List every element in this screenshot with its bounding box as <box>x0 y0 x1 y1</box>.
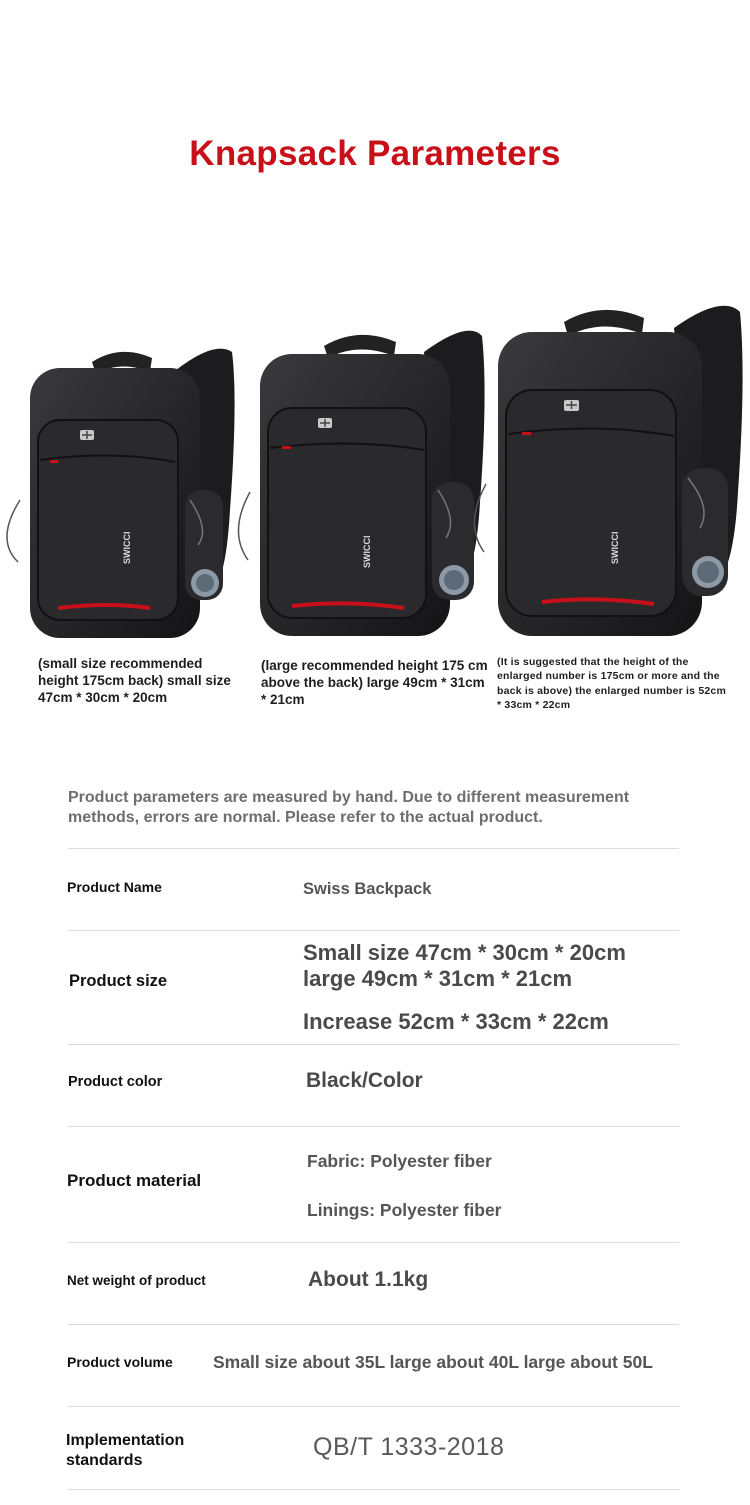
spec-value-name: Swiss Backpack <box>303 880 432 898</box>
divider <box>68 930 679 931</box>
bag-logo-text: SWICCI <box>610 531 620 564</box>
spec-label-material: Product material <box>67 1171 202 1190</box>
spec-value-fabric: Fabric: Polyester fiber <box>307 1151 492 1171</box>
spec-value-volume: Small size about 35L large about 40L large about 50L <box>213 1352 653 1372</box>
caption-large: (large recommended height 175 cm above the back) large 49cm * 31cm * 21cm <box>261 658 488 707</box>
divider <box>68 1489 679 1490</box>
backpack-enlarged-image <box>468 296 750 640</box>
spec-value-lining: Linings: Polyester fiber <box>307 1200 502 1220</box>
caption-small: (small size recommended height 175cm back) small size 47cm * 30cm * 20cm <box>38 656 231 705</box>
backpack-large-image <box>232 322 494 640</box>
spec-label-size: Product size <box>69 972 168 990</box>
page-title: Knapsack Parameters <box>189 134 561 173</box>
bag-logo-text: SWICCI <box>122 531 132 564</box>
spec-label-weight: Net weight of product <box>67 1273 206 1288</box>
divider <box>68 1406 679 1407</box>
divider <box>68 1126 679 1127</box>
divider <box>68 848 679 849</box>
bag-logo-text: SWICCI <box>362 535 372 568</box>
spec-label-standard-line1: Implementation <box>66 1432 185 1449</box>
spec-label-standard-line2: standards <box>66 1452 143 1469</box>
spec-value-weight: About 1.1kg <box>308 1268 429 1291</box>
divider <box>68 1242 679 1243</box>
spec-value-standard: QB/T 1333-2018 <box>313 1433 505 1461</box>
spec-label-volume: Product volume <box>67 1354 173 1370</box>
measurement-note: Product parameters are measured by hand. Due to different measurement methods, errors are normal. Please refer to the actual product. <box>68 789 630 826</box>
spec-label-name: Product Name <box>67 879 162 895</box>
divider <box>68 1324 679 1325</box>
spec-value-size-increase: Increase 52cm * 33cm * 22cm <box>303 1009 609 1034</box>
spec-value-size-large: large 49cm * 31cm * 21cm <box>303 966 573 991</box>
spec-label-color: Product color <box>68 1074 163 1090</box>
backpack-small-image <box>0 340 240 640</box>
spec-value-size-small: Small size 47cm * 30cm * 20cm <box>303 940 626 965</box>
divider <box>68 1044 679 1045</box>
spec-value-color: Black/Color <box>306 1069 423 1092</box>
caption-enlarged: (It is suggested that the height of the enlarged number is 175cm or more and the back is above) the enlarged number is 52cm * 33cm * 22cm <box>497 656 726 711</box>
